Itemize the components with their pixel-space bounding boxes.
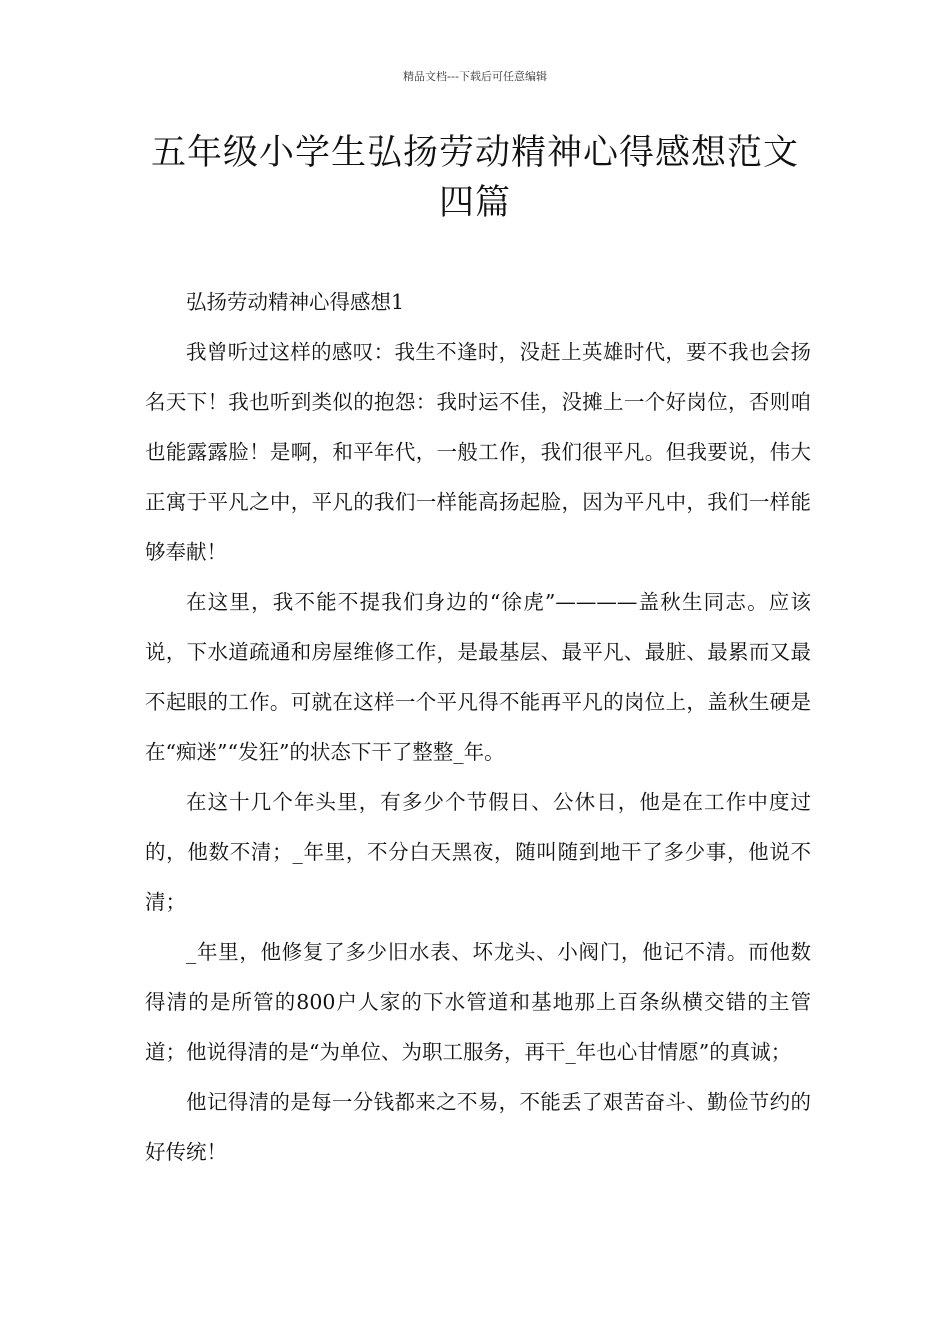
document-body xyxy=(145,277,811,1177)
header-note: 精品文档---下载后可任意编辑 xyxy=(403,70,547,83)
paragraph: 他记得清的是每一分钱都来之不易，不能丢了艰苦奋斗、勤俭节约的好传统！ xyxy=(145,1090,811,1164)
paragraph: 我曾听过这样的感叹：我生不逢时，没赶上英雄时代，要不我也会扬名天下！我也听到类似的抱怨：我时运不佳，没摊上一个好岗位，否则咱也能露露脸！是啊，和平年代，一般工作，我们很平凡。但我要说，伟大正寓于平凡之中，平凡的我们一样能高扬起脸，因为平凡中，我们一样能够奉献！ xyxy=(145,340,811,564)
paragraph: 在这里，我不能不提我们身边的“徐虎”————盖秋生同志。应该说，下水道疏通和房屋维修工作，是最基层、最平凡、最脏、最累而又最不起眼的工作。可就在这样一个平凡得不能再平凡的岗位上，盖秋生硬是在“痴迷”“发狂”的状态下干了整整_年。 xyxy=(145,590,811,764)
section-heading: 弘扬劳动精神心得感想1 xyxy=(186,290,405,314)
paragraph: _年里，他修复了多少旧水表、坏龙头、小阀门，他记不清。而他数得清的是所管的800户人家的下水管道和基地那上百条纵横交错的主管道；他说得清的是“为单位、为职工服务，再干_年也心甘情愿”的真诚； xyxy=(145,940,811,1064)
paragraph: 在这十几个年头里，有多少个节假日、公休日，他是在工作中度过的，他数不清；_年里，不分白天黑夜，随叫随到地干了多少事，他说不清； xyxy=(145,790,811,914)
document-title: 五年级小学生弘扬劳动精神心得感想范文四篇 xyxy=(150,133,799,223)
